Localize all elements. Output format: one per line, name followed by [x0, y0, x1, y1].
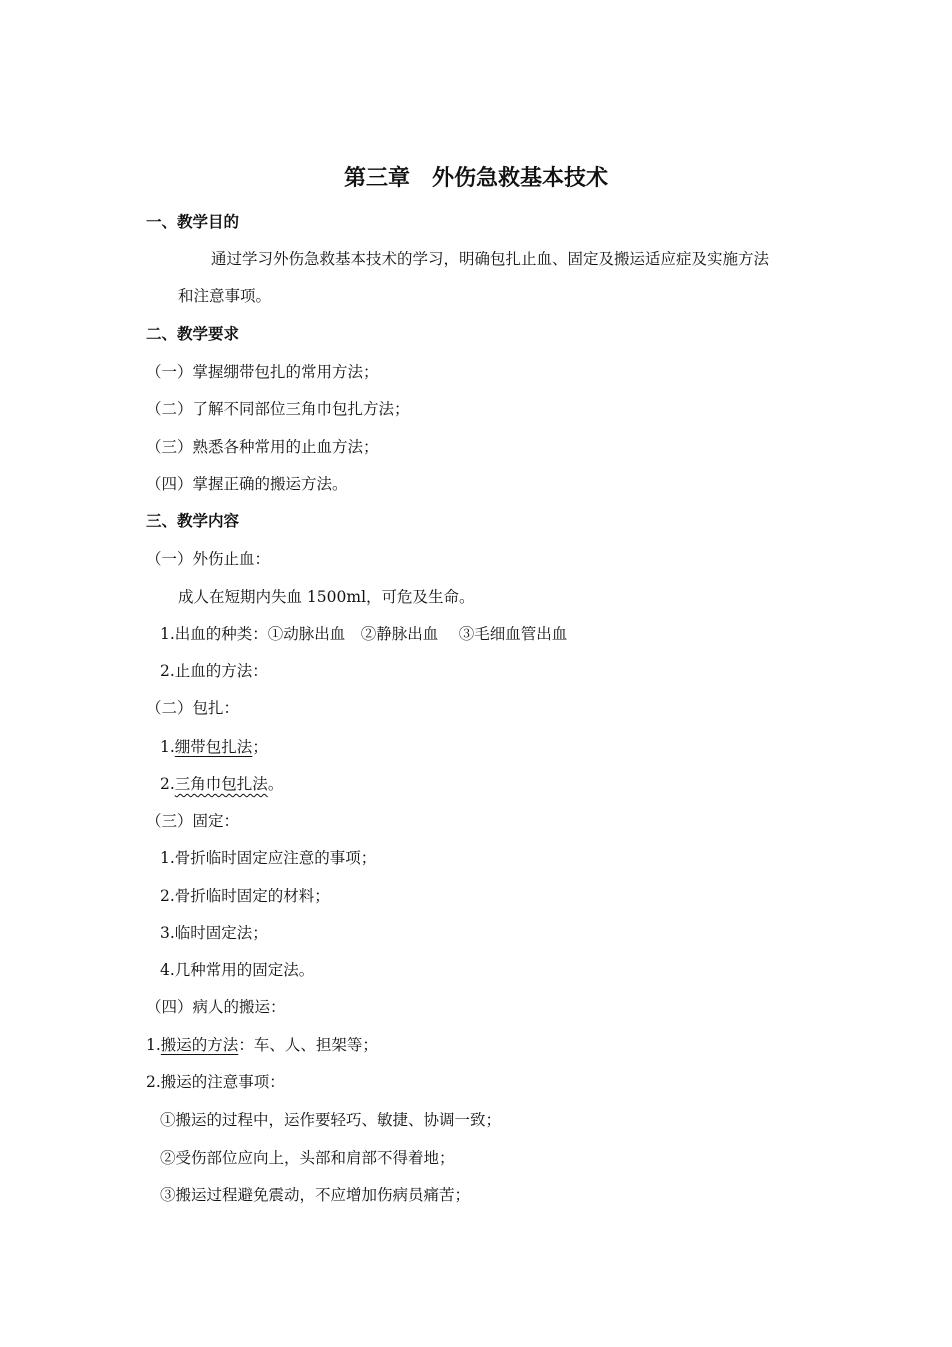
item-number: 1.	[146, 1036, 161, 1054]
bleeding-methods: 2.止血的方法：	[160, 662, 268, 680]
requirement-item: （四）掌握正确的搬运方法。	[146, 475, 348, 493]
item-number: 1.	[160, 738, 175, 756]
roller-bandage-link[interactable]: 绷带包扎法	[174, 738, 253, 756]
section-heading-requirements: 二、教学要求	[146, 324, 240, 343]
objectives-paragraph-line2: 和注意事项。	[178, 287, 272, 305]
fixation-item: 2.骨折临时固定的材料；	[160, 887, 330, 905]
requirement-item: （一）掌握绷带包扎的常用方法；	[146, 363, 379, 381]
bleeding-types: 1.出血的种类：①动脉出血 ②静脉出血 ③毛细血管出血	[160, 625, 568, 643]
transport-methods-link[interactable]: 搬运的方法	[160, 1036, 239, 1054]
fixation-item: 4.几种常用的固定法。	[160, 961, 315, 979]
item-number: 2.	[160, 775, 175, 793]
triangular-bandage-text: 三角巾包扎法	[174, 775, 268, 793]
page-title: 第三章 外伤急救基本技术	[343, 165, 608, 191]
content-part-label-bleeding: （一）外伤止血：	[146, 550, 271, 568]
objectives-paragraph-line1: 通过学习外伤急救基本技术的学习，明确包扎止血、固定及搬运适应症及实施方法	[211, 250, 770, 268]
bandaging-item	[160, 773, 283, 795]
item-punctuation: ；	[252, 738, 268, 756]
bandaging-item	[160, 736, 268, 758]
content-part-label-fixation: （三）固定：	[146, 812, 240, 830]
content-part-label-bandaging: （二）包扎：	[146, 699, 240, 717]
content-part-label-transport: （四）病人的搬运：	[146, 998, 286, 1016]
transport-note: ②受伤部位应向上，头部和肩部不得着地；	[160, 1149, 455, 1167]
requirement-item: （二）了解不同部位三角巾包扎方法；	[146, 400, 410, 418]
fixation-item: 3.临时固定法；	[160, 924, 268, 942]
section-heading-content: 三、教学内容	[146, 511, 240, 530]
transport-item: 2.搬运的注意事项：	[146, 1073, 285, 1091]
transport-note: ①搬运的过程中，运作要轻巧、敏捷、协调一致；	[160, 1111, 502, 1129]
transport-methods-text: ：车、人、担架等；	[238, 1036, 378, 1054]
section-heading-objectives: 一、教学目的	[146, 212, 240, 231]
item-punctuation: 。	[267, 775, 284, 793]
transport-note: ③搬运过程避免震动，不应增加伤病员痛苦；	[160, 1186, 471, 1204]
requirement-item: （三）熟悉各种常用的止血方法；	[146, 438, 379, 456]
fixation-item: 1.骨折临时固定应注意的事项；	[160, 849, 377, 867]
bleeding-note: 成人在短期内失血 1500ml，可危及生命。	[178, 588, 475, 606]
transport-item	[146, 1034, 378, 1056]
